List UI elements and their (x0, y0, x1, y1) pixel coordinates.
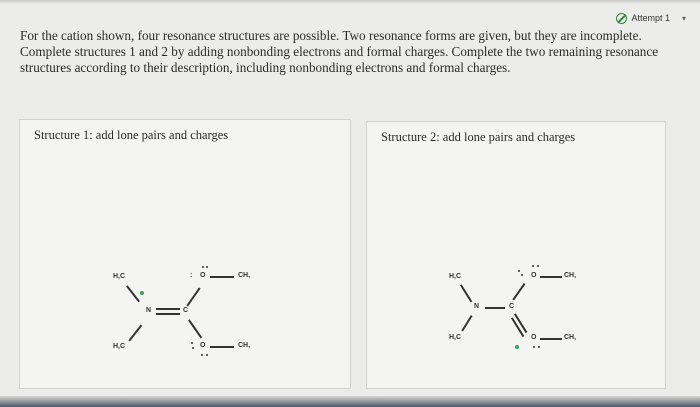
h3c-bottom-label: H,C (449, 334, 462, 341)
h3c-bottom-label: H,C (113, 343, 126, 350)
attempt-status-icon (616, 13, 627, 24)
bond-c-o-top (186, 287, 200, 306)
carbon-label: C (183, 307, 189, 314)
bond-h3c-n-bottom (128, 325, 142, 342)
structure-1-title: Structure 1: add lone pairs and charges (34, 128, 229, 142)
oxygen-bottom-label: O (531, 334, 537, 341)
bond-n-c-double-1 (156, 308, 180, 310)
lone-pair-dot (533, 346, 535, 348)
oxygen-top-lonepair: : (190, 272, 193, 279)
bond-o-ch3-top (210, 276, 234, 278)
bond-h3c-n-top (460, 284, 472, 302)
attempt-label: Attempt 1 (631, 13, 670, 23)
lone-pair-dot (206, 354, 208, 356)
lone-pair-dot (518, 270, 520, 272)
oxygen-top-label: O (200, 272, 206, 279)
lone-pair-dot (192, 347, 194, 349)
ch3-top-label: CH, (564, 272, 577, 279)
structure-1-drawing[interactable] (20, 120, 350, 388)
h3c-top-label: H,C (113, 273, 126, 280)
lone-pair-dot (538, 346, 540, 348)
lone-pair-dot (191, 342, 193, 344)
bond-c-o-top (512, 283, 525, 300)
oxygen-top-label: O (531, 272, 537, 279)
electron-marker[interactable] (140, 291, 144, 295)
bond-n-c-double-2 (156, 313, 180, 315)
bond-o-ch3-bottom (210, 346, 234, 348)
structure-1-panel[interactable] (19, 119, 351, 389)
h3c-top-label: H,C (449, 273, 462, 280)
lone-pair-dot (532, 265, 534, 267)
carbon-label: C (509, 303, 515, 310)
attempt-dropdown[interactable] (616, 8, 686, 28)
lone-pair-dot (202, 266, 204, 268)
question-instructions: For the cation shown, four resonance structures are possible. Two resonance forms are given, but they are incomplete. Complete structures 1 and 2 by adding nonbonding electrons and formal charges. Complete the two remaining resonance structures according to their description, including nonbonding electrons and formal charges. (20, 28, 659, 75)
structure-2-panel[interactable] (366, 121, 666, 389)
nitrogen-label: N (146, 307, 152, 314)
oxygen-bottom-label: O (200, 342, 206, 349)
bond-o-ch3-top (540, 276, 562, 278)
ch3-bottom-label: CH, (238, 342, 251, 349)
bond-h3c-n-bottom (461, 315, 472, 331)
ch3-top-label: CH, (238, 272, 251, 279)
bond-n-c (485, 307, 505, 309)
structure-2-title: Structure 2: add lone pairs and charges (381, 130, 576, 144)
structure-2-drawing[interactable] (367, 122, 665, 388)
bond-h3c-n-top (126, 285, 140, 302)
bottom-taskbar-edge (0, 396, 700, 407)
lone-pair-dot (206, 266, 208, 268)
nitrogen-label: N (474, 303, 480, 310)
lone-pair-dot (521, 274, 523, 276)
ch3-bottom-label: CH, (564, 334, 577, 341)
lone-pair-dot (537, 265, 539, 267)
bond-c-o-bottom (188, 319, 202, 338)
bond-o-ch3-bottom (540, 338, 562, 340)
chevron-down-icon: ▾ (681, 13, 686, 23)
electron-marker[interactable] (515, 345, 519, 349)
top-shadow (0, 0, 700, 4)
lone-pair-dot (201, 354, 203, 356)
attempt-bar (0, 8, 700, 28)
